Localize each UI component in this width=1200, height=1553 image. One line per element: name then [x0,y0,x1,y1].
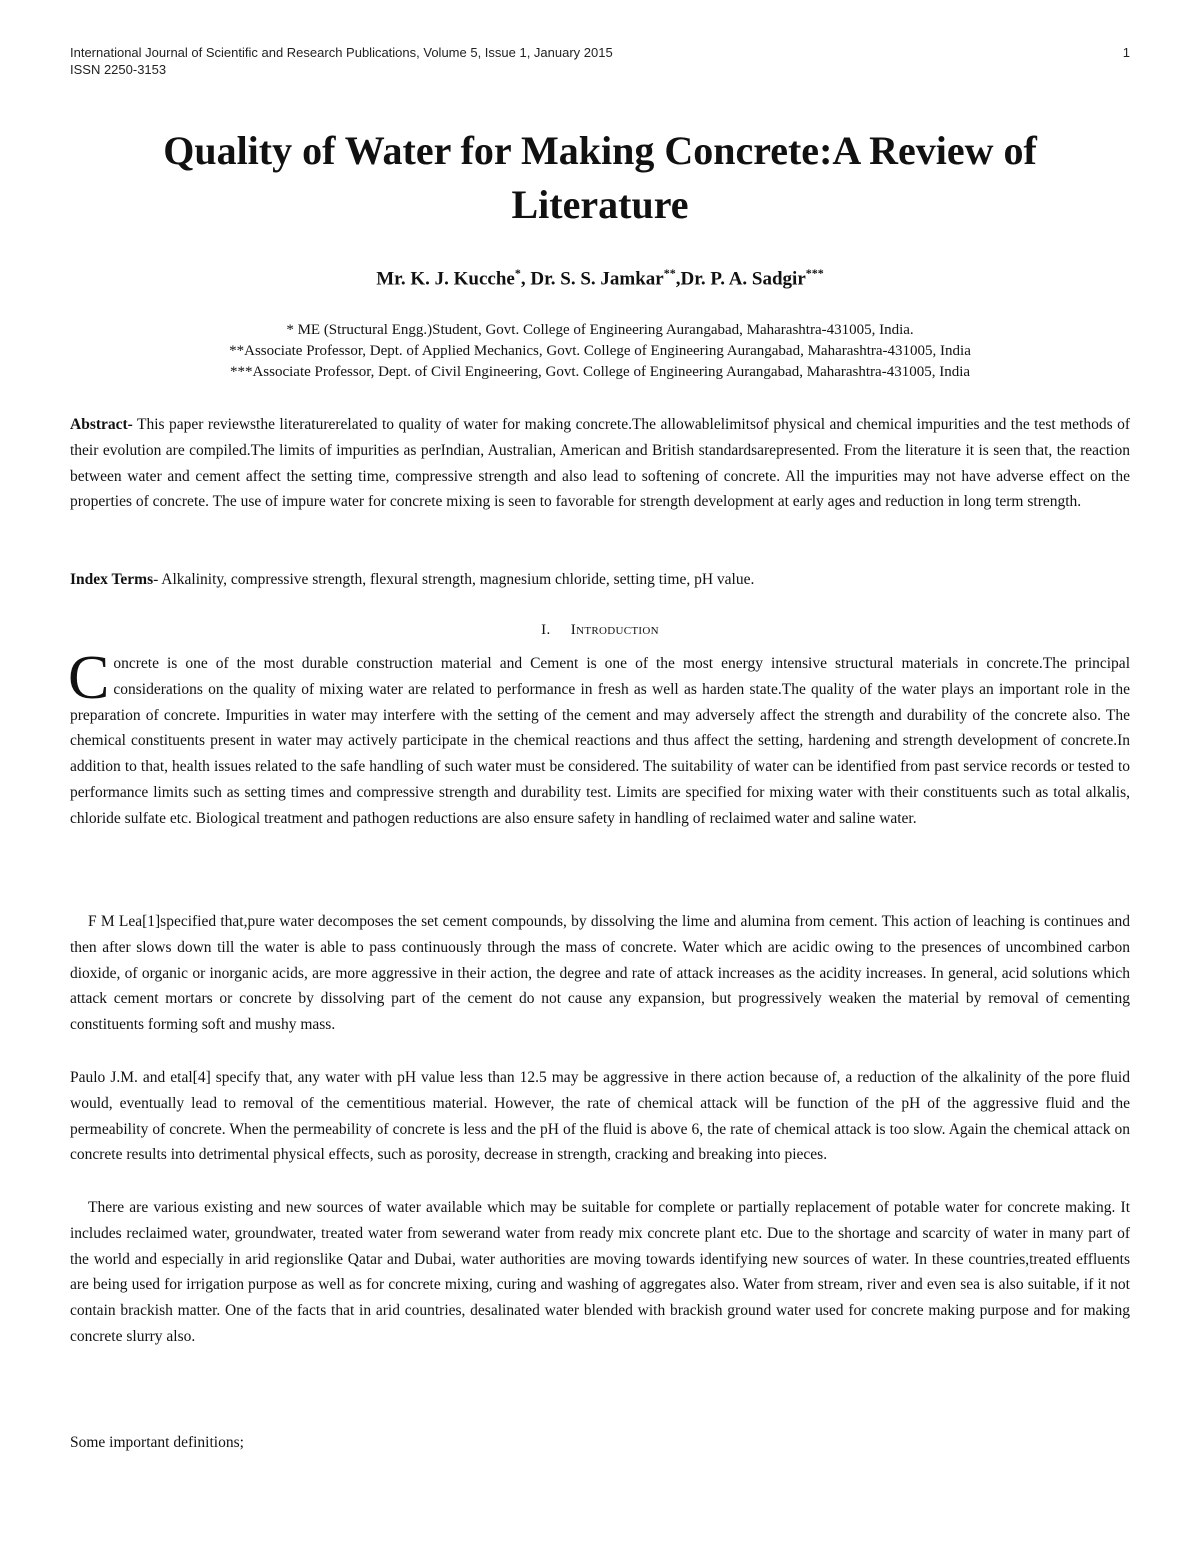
affiliation-mark: *** [805,266,824,280]
affiliation-line: **Associate Professor, Dept. of Applied Mechanics, Govt. College of Engineering Aurangabad, Maharashtra-431005, India [229,343,971,359]
section-heading [70,619,1130,641]
definitions-lead: Some important definitions; [70,1434,244,1451]
author-name: Dr. S. S. Jamkar [530,268,664,290]
paper-title: Quality of Water for Making Concrete:A Review of Literature [163,128,1037,227]
section-title: Introduction [570,622,659,638]
running-header [70,44,1130,78]
body-paragraph: F M Lea[1]specified that,pure water decomposes the set cement compounds, by dissolving the lime and alumina from cement. This action of leaching is continues and then after slows down till the water is able to pass continuously through the mass of concrete. Water which are acidic owing to the presences of uncombined carbon dioxide, of organic or inorganic acids, are more aggressive in their action, the degree and rate of attack increases as the acidity increases. In general, acid solutions which attack cement mortars or concrete by dissolving part of the cement do not cause any expansion, but progressively weaken the material by removal of cementing constituents forming soft and mushy mass. [70,913,1130,1034]
intro-paragraph [68,644,1130,832]
abstract-label: Abstract- [70,416,133,433]
drop-cap: C [68,644,110,712]
affiliation-line: * ME (Structural Engg.)Student, Govt. College of Engineering Aurangabad, Maharashtra-431005, India. [286,322,914,338]
index-terms-label: Index Terms [70,571,154,588]
body-paragraph: There are various existing and new sources of water available which may be suitable for complete or partially replacement of potable water for concrete making. It includes reclaimed water, groundwater, treated water from sewerand water from ready mix concrete plant etc. Due to the shortage and scarcity of water in many part of the world and especially in arid regionslike Qatar and Dubai, water authorities are moving towards identifying new sources of water. In these countries,treated effluents are being used for irrigation purpose as well as for concrete mixing, curing and washing of aggregates also. Water from stream, river and even sea is also suitable, if it not contain brackish matter. One of the facts that in arid countries, desalinated water blended with brackish ground water used for concrete making purpose and for making concrete slurry also. [70,1199,1130,1345]
abstract [70,412,1130,515]
index-terms [70,567,1130,593]
affiliation-mark: ** [663,266,676,280]
index-terms-text: - Alkalinity, compressive strength, flexural strength, magnesium chloride, setting time, pH value. [153,571,755,588]
author-separator: , [520,268,531,290]
affiliation-line: ***Associate Professor, Dept. of Civil Engineering, Govt. College of Engineering Aurangabad, Maharashtra-431005, India [229,364,971,380]
author-name: Mr. K. J. Kucche [376,268,515,290]
author-list [70,260,1130,292]
abstract-text: This paper reviewsthe literaturerelated to quality of water for making concrete.The allowablelimitsof physical and chemical impurities and the test methods of their evolution are compiled.The limits of impurities as perIndian, Australian, American and British standardsarepresented. From the literature it is seen that, the reaction between water and cement affect the setting time, compressive strength and also lead to softening of concrete. All the impurities may not have adverse effect on the properties of concrete. The use of impure water for concrete mixing is seen to favorable for strength development at early ages and reduction in long term strength. [70,416,1130,511]
affiliation-mark: * [514,266,521,280]
intro-text: oncrete is one of the most durable construction material and Cement is one of the most energy intensive structural materials in concrete.The principal considerations on the quality of mixing water are related to performance in fresh as well as harden state.The quality of the water plays an important role in the preparation of concrete. Impurities in water may interfere with the setting of the cement and may adversely affect the strength and durability of the concrete also. The chemical constituents present in water may actively participate in the chemical reactions and thus affect the setting, hardening and strength development of concrete.In addition to that, health issues related to the safe handling of such water must be considered. The suitability of water can be identified from past service records or tested to performance limits such as setting times and compressive strength and durability test. Limits are specified for mixing water with their constituents such as total alkalis, chloride sulfate etc. Biological treatment and pathogen reductions are also ensure safety in handling of reclaimed water and saline water. [70,655,1130,827]
author-separator: , [675,268,681,290]
journal-citation: International Journal of Scientific and Research Publications, Volume 5, Issue 1, January 2015 [70,45,613,60]
section-number: I. [541,622,551,638]
author-name: Dr. P. A. Sadgir [680,268,806,290]
affiliations [70,320,1130,383]
body-paragraph: Paulo J.M. and etal[4] specify that, any water with pH value less than 12.5 may be aggressive in there action because of, a reduction of the alkalinity of the pore fluid would, eventually lead to removal of the cementitious material. However, the rate of chemical attack will be function of the pH of the aggressive fluid and the permeability of concrete. When the permeability of concrete is less and the pH of the fluid is above 6, the rate of chemical attack is too slow. Again the chemical attack on concrete results into detrimental physical effects, such as porosity, decrease in strength, cracking and breaking into pieces. [70,1069,1130,1164]
issn: ISSN 2250-3153 [70,62,167,77]
page-number: 1 [1122,45,1130,60]
